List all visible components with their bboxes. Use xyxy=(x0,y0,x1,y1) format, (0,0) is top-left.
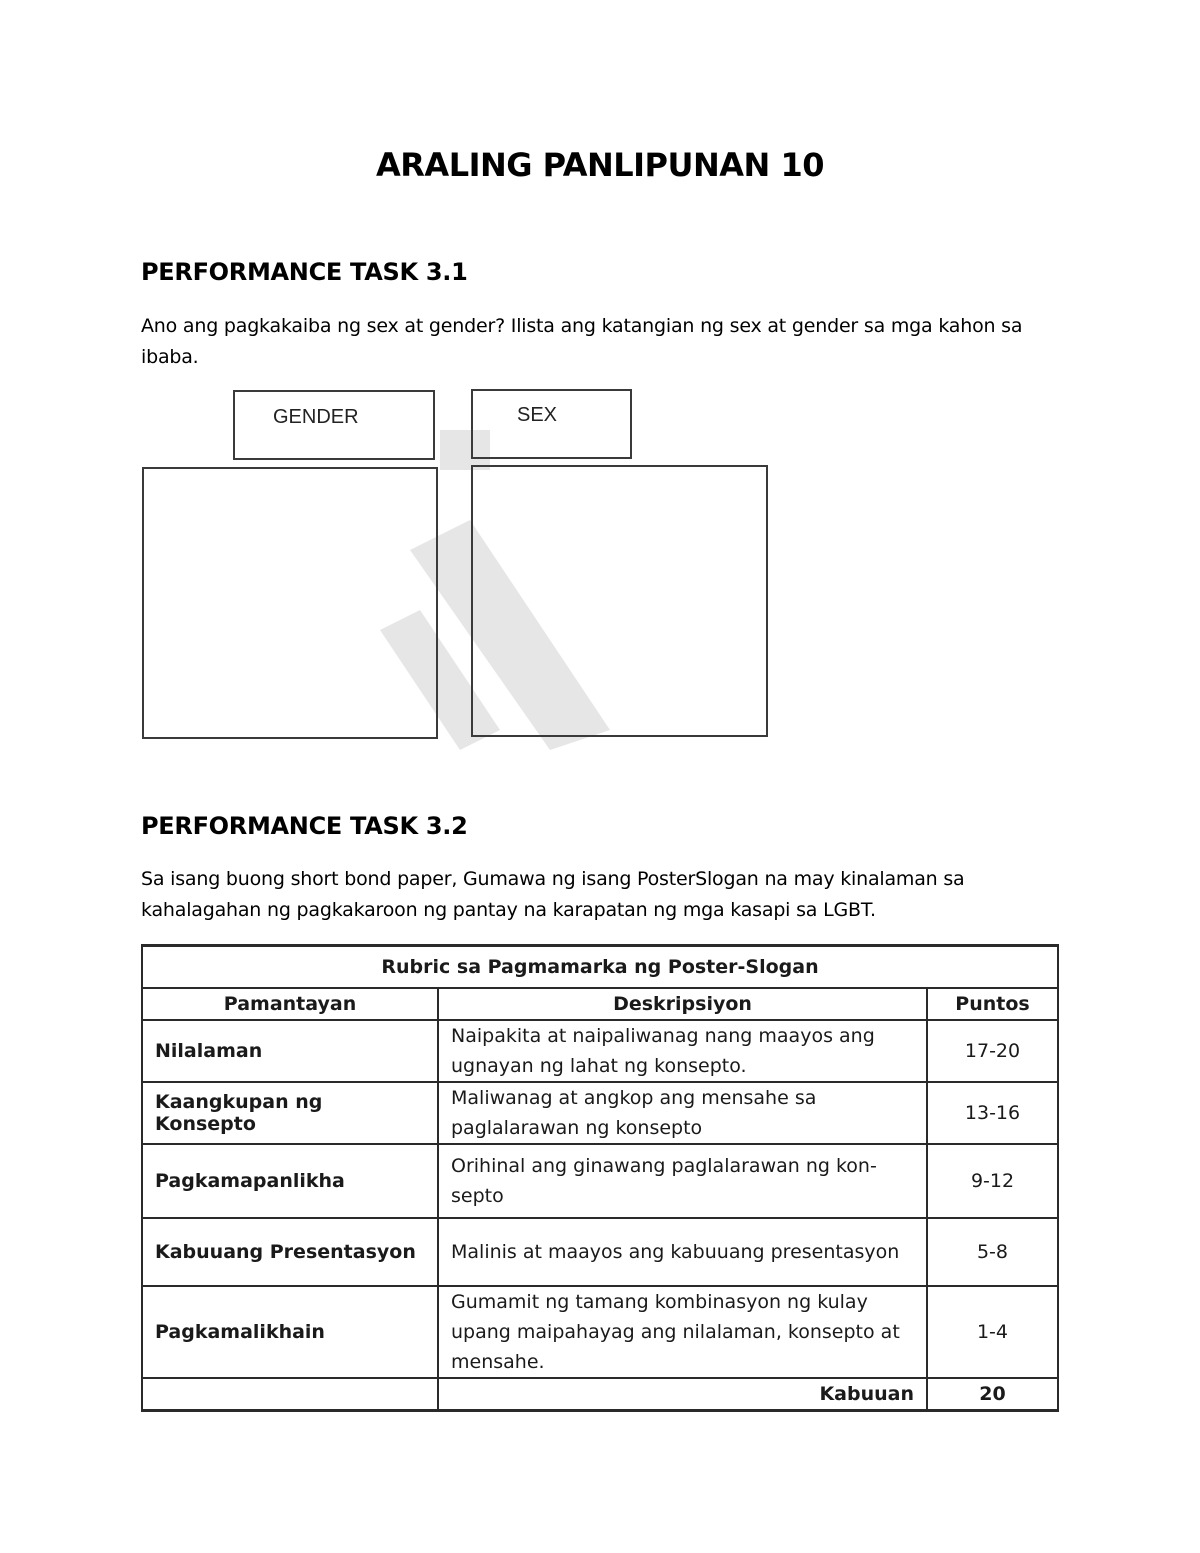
row-criterion: Kaangkupan ng Konsepto xyxy=(142,1082,438,1144)
sex-answer-box[interactable] xyxy=(471,465,768,737)
table-row xyxy=(142,1144,1058,1218)
row-criterion: Kabuuang Presentasyon xyxy=(142,1218,438,1286)
row-description: Naipakita at naipaliwanag nang maayos ang ugnayan ng lahat ng konsepto. xyxy=(438,1020,927,1082)
total-empty-cell xyxy=(142,1378,438,1411)
rubric-table xyxy=(141,944,1059,1412)
task1-heading: PERFORMANCE TASK 3.1 xyxy=(141,258,468,286)
row-points: 13-16 xyxy=(927,1082,1058,1144)
row-points: 9-12 xyxy=(927,1144,1058,1218)
task2-heading: PERFORMANCE TASK 3.2 xyxy=(141,812,468,840)
row-description: Gumamit ng tamang kombinasyon ng kulay upang maipahayag ang nilalaman, konsepto at mensahe. xyxy=(438,1286,927,1378)
row-criterion: Pagkamalikhain xyxy=(142,1286,438,1378)
header-deskripsiyon: Deskripsiyon xyxy=(438,988,927,1020)
row-criterion: Nilalaman xyxy=(142,1020,438,1082)
row-points: 5-8 xyxy=(927,1218,1058,1286)
row-description: Malinis at maayos ang kabuuang presentasyon xyxy=(438,1218,927,1286)
table-row xyxy=(142,1020,1058,1082)
page-title: ARALING PANLIPUNAN 10 xyxy=(376,146,824,184)
header-puntos: Puntos xyxy=(927,988,1058,1020)
gender-label: GENDER xyxy=(273,406,359,428)
total-label: Kabuuan xyxy=(438,1378,927,1411)
header-pamantayan: Pamantayan xyxy=(142,988,438,1020)
table-row xyxy=(142,1286,1058,1378)
gender-label-box xyxy=(233,390,435,460)
row-criterion: Pagkamapanlikha xyxy=(142,1144,438,1218)
task1-instructions: Ano ang pagkakaiba ng sex at gender? Ilista ang katangian ng sex at gender sa mga kahon sa ibaba. xyxy=(141,315,1023,368)
table-row xyxy=(142,1218,1058,1286)
row-description: Orihinal ang ginawang paglalarawan ng kon-septo xyxy=(438,1144,927,1218)
total-value: 20 xyxy=(927,1378,1058,1411)
row-points: 1-4 xyxy=(927,1286,1058,1378)
table-row xyxy=(142,1082,1058,1144)
rubric-title: Rubric sa Pagmamarka ng Poster-Slogan xyxy=(142,946,1058,989)
sex-label-box xyxy=(471,389,632,459)
row-description: Maliwanag at angkop ang mensahe sa paglalarawan ng konsepto xyxy=(438,1082,927,1144)
gender-answer-box[interactable] xyxy=(142,467,438,739)
sex-label: SEX xyxy=(517,404,558,426)
row-points: 17-20 xyxy=(927,1020,1058,1082)
task2-instructions: Sa isang buong short bond paper, Gumawa ng isang PosterSlogan na may kinalaman sa kahalagahan ng pagkakaroon ng pantay na karapatan ng mga kasapi sa LGBT. xyxy=(141,868,965,921)
